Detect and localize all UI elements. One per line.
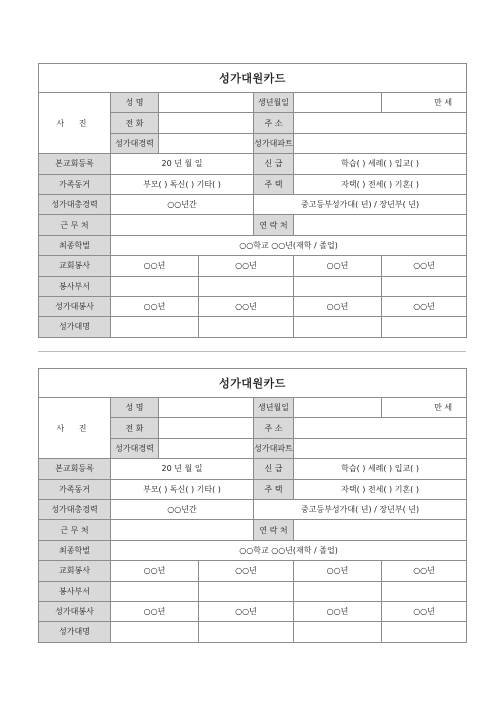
- total-career-label: 성가대총경력: [39, 194, 111, 214]
- housing-label: 주 택: [254, 479, 294, 499]
- education-label: 최종학벌: [39, 235, 111, 255]
- card-form-table: [38, 368, 467, 643]
- service-dept-label: 봉사부서: [39, 276, 111, 296]
- service-dept-4[interactable]: [382, 276, 467, 296]
- birth-field[interactable]: [294, 398, 382, 418]
- choir-service-year-3[interactable]: ○○년: [294, 296, 382, 316]
- choir-career-field[interactable]: [159, 438, 254, 458]
- card-title: 성가대원카드: [39, 64, 467, 93]
- housing-field[interactable]: 자택( ) 전세( ) 기혼( ): [294, 174, 467, 194]
- choir-service-year-4[interactable]: ○○년: [382, 296, 467, 316]
- service-dept-2[interactable]: [199, 581, 294, 601]
- address-field[interactable]: [294, 418, 467, 438]
- housing-label: 주 택: [254, 174, 294, 194]
- choir-part-label: 성가대파트: [254, 133, 294, 153]
- choir-service-label: 성가대봉사: [39, 601, 111, 621]
- workplace-field[interactable]: [111, 520, 254, 540]
- choir-name-1[interactable]: [111, 317, 199, 337]
- total-career-label: 성가대총경력: [39, 499, 111, 519]
- choir-service-year-2[interactable]: ○○년: [199, 296, 294, 316]
- church-service-year-3[interactable]: ○○년: [294, 561, 382, 581]
- choir-service-year-4[interactable]: ○○년: [382, 601, 467, 621]
- choir-career-field[interactable]: [159, 133, 254, 153]
- family-label: 가족동거: [39, 479, 111, 499]
- choir-member-card: [38, 63, 466, 338]
- choir-name-1[interactable]: [111, 622, 199, 642]
- faith-level-label: 신 급: [254, 154, 294, 174]
- education-field[interactable]: ○○학교 ○○년(재학 / 졸업): [111, 235, 467, 255]
- choir-name-2[interactable]: [199, 622, 294, 642]
- choir-name-3[interactable]: [294, 622, 382, 642]
- church-service-label: 교회봉사: [39, 561, 111, 581]
- family-label: 가족동거: [39, 174, 111, 194]
- faith-level-field[interactable]: 학습( ) 세례( ) 입교( ): [294, 459, 467, 479]
- choir-career-label: 성가대경력: [111, 133, 159, 153]
- birth-label: 생년월일: [254, 93, 294, 113]
- choir-name-4[interactable]: [382, 622, 467, 642]
- address-field[interactable]: [294, 113, 467, 133]
- education-field[interactable]: ○○학교 ○○년(재학 / 졸업): [111, 540, 467, 560]
- name-field[interactable]: [159, 93, 254, 113]
- youth-choir-field[interactable]: 중고등부성가대( 년) / 장년부( 년): [254, 194, 467, 214]
- registration-date-field[interactable]: 20 년 월 일: [111, 154, 254, 174]
- youth-choir-field[interactable]: 중고등부성가대( 년) / 장년부( 년): [254, 499, 467, 519]
- total-career-field[interactable]: ○○년간: [111, 194, 254, 214]
- address-label: 주 소: [254, 418, 294, 438]
- family-field[interactable]: 부모( ) 독신( ) 기타( ): [111, 174, 254, 194]
- workplace-label: 근 무 처: [39, 215, 111, 235]
- faith-level-label: 신 급: [254, 459, 294, 479]
- church-service-year-4[interactable]: ○○년: [382, 561, 467, 581]
- service-dept-label: 봉사부서: [39, 581, 111, 601]
- registration-label: 본교회등록: [39, 154, 111, 174]
- address-label: 주 소: [254, 113, 294, 133]
- contact-label: 연 락 처: [254, 215, 294, 235]
- age-field[interactable]: 만 세: [382, 93, 467, 113]
- choir-part-field[interactable]: [294, 438, 467, 458]
- choir-service-year-2[interactable]: ○○년: [199, 601, 294, 621]
- choir-service-year-1[interactable]: ○○년: [111, 296, 199, 316]
- education-label: 최종학벌: [39, 540, 111, 560]
- card-form-table: [38, 63, 467, 338]
- choir-part-label: 성가대파트: [254, 438, 294, 458]
- church-service-year-2[interactable]: ○○년: [199, 256, 294, 276]
- church-service-label: 교회봉사: [39, 256, 111, 276]
- contact-label: 연 락 처: [254, 520, 294, 540]
- birth-label: 생년월일: [254, 398, 294, 418]
- workplace-label: 근 무 처: [39, 520, 111, 540]
- service-dept-1[interactable]: [111, 276, 199, 296]
- phone-field[interactable]: [159, 113, 254, 133]
- church-service-year-1[interactable]: ○○년: [111, 256, 199, 276]
- choir-service-year-3[interactable]: ○○년: [294, 601, 382, 621]
- card-divider: [38, 351, 466, 352]
- choir-name-4[interactable]: [382, 317, 467, 337]
- choir-service-label: 성가대봉사: [39, 296, 111, 316]
- birth-field[interactable]: [294, 93, 382, 113]
- church-service-year-4[interactable]: ○○년: [382, 256, 467, 276]
- choir-part-field[interactable]: [294, 133, 467, 153]
- phone-field[interactable]: [159, 418, 254, 438]
- service-dept-3[interactable]: [294, 276, 382, 296]
- registration-label: 본교회등록: [39, 459, 111, 479]
- phone-label: 전 화: [111, 418, 159, 438]
- service-dept-2[interactable]: [199, 276, 294, 296]
- service-dept-1[interactable]: [111, 581, 199, 601]
- workplace-field[interactable]: [111, 215, 254, 235]
- registration-date-field[interactable]: 20 년 월 일: [111, 459, 254, 479]
- church-service-year-1[interactable]: ○○년: [111, 561, 199, 581]
- choir-name-2[interactable]: [199, 317, 294, 337]
- contact-field[interactable]: [294, 215, 467, 235]
- choir-name-3[interactable]: [294, 317, 382, 337]
- service-dept-4[interactable]: [382, 581, 467, 601]
- choir-name-label: 성가대명: [39, 622, 111, 642]
- age-field[interactable]: 만 세: [382, 398, 467, 418]
- choir-service-year-1[interactable]: ○○년: [111, 601, 199, 621]
- choir-career-label: 성가대경력: [111, 438, 159, 458]
- housing-field[interactable]: 자택( ) 전세( ) 기혼( ): [294, 479, 467, 499]
- name-label: 성 명: [111, 93, 159, 113]
- name-label: 성 명: [111, 398, 159, 418]
- photo-box: 사 진: [39, 93, 111, 154]
- church-service-year-2[interactable]: ○○년: [199, 561, 294, 581]
- service-dept-3[interactable]: [294, 581, 382, 601]
- faith-level-field[interactable]: 학습( ) 세례( ) 입교( ): [294, 154, 467, 174]
- photo-box: 사 진: [39, 398, 111, 459]
- choir-name-label: 성가대명: [39, 317, 111, 337]
- family-field[interactable]: 부모( ) 독신( ) 기타( ): [111, 479, 254, 499]
- phone-label: 전 화: [111, 113, 159, 133]
- total-career-field[interactable]: ○○년간: [111, 499, 254, 519]
- name-field[interactable]: [159, 398, 254, 418]
- church-service-year-3[interactable]: ○○년: [294, 256, 382, 276]
- choir-member-card: [38, 368, 466, 643]
- contact-field[interactable]: [294, 520, 467, 540]
- card-title: 성가대원카드: [39, 369, 467, 398]
